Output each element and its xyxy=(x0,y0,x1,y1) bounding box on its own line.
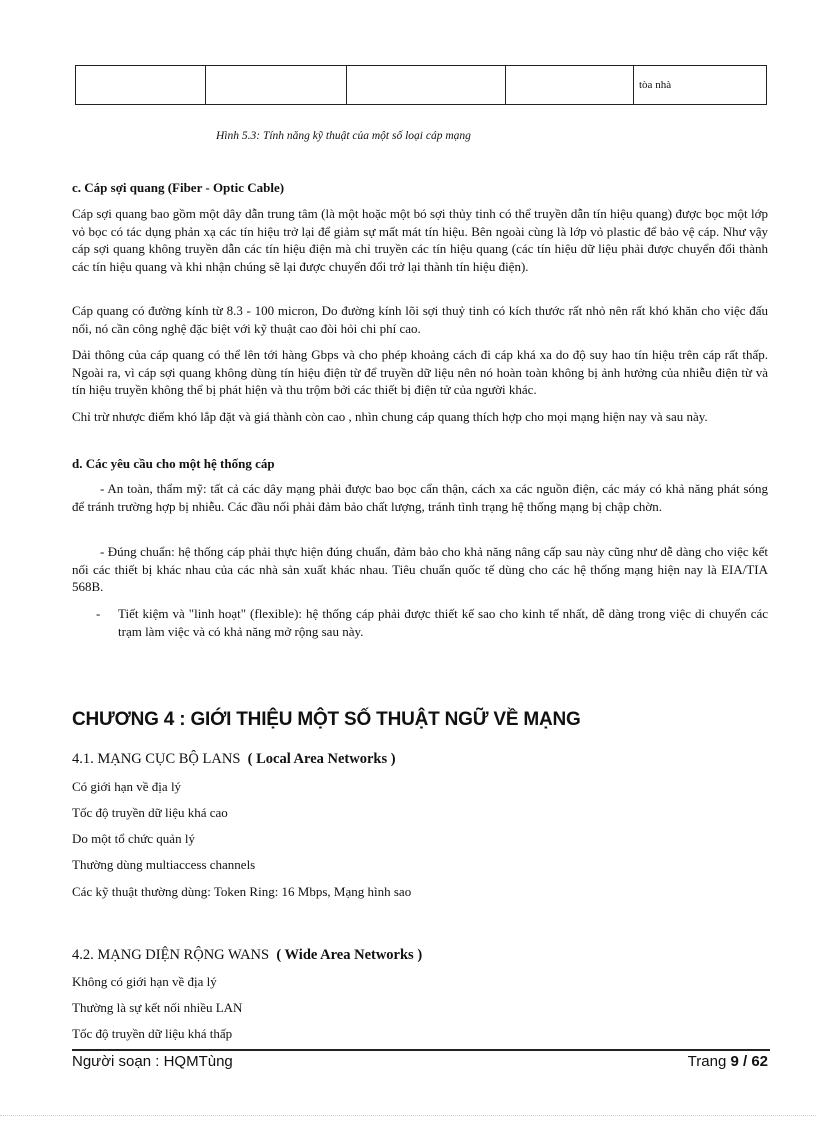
page-bottom-border xyxy=(0,1115,816,1116)
wan-heading-en: ( Wide Area Networks ) xyxy=(276,947,423,963)
wan-heading xyxy=(72,947,422,964)
fiber-heading: c. Cáp sợi quang (Fiber - Optic Cable) xyxy=(72,180,285,195)
requirements-paragraph-2: - Đúng chuẩn: hệ thống cáp phải thực hiện đúng chuẩn, đảm bảo cho khả năng nâng cấp sau này cũng như dễ dàng cho việc kết nối các thiết bị khác nhau của các nhà sản xuất khác nhau. Tiêu chuẩn quốc tế dùng cho các hệ thống mạng hiện nay là EIA/TIA 568B. xyxy=(72,544,768,594)
lan-heading-vn: 4.1. MẠNG CỤC BỘ LANS xyxy=(72,751,241,767)
table-cell: tòa nhà xyxy=(634,66,767,105)
fiber-paragraph-1: Cáp sợi quang bao gồm một dây dẫn trung tâm (là một hoặc một bó sợi thủy tinh có thể truyền dẫn tín hiệu quang) được bọc một lớp vỏ bọc có tác dụng phản xạ các tín hiệu trở lại để giảm sự mất mát tín hiệu. Bên ngoài cùng là lớp vỏ plastic để bảo vệ cáp. Như vậy cáp sợi quang không truyền dẫn các tín hiệu điện mà chỉ truyền các tín hiệu quang (các tín hiệu dữ liệu phải được chuyển đổi thành các tín hiệu quang và khi nhận chúng sẽ lại được chuyển đổi trở lại thành tín hiệu điện). xyxy=(72,206,768,274)
list-item: Không có giới hạn về địa lý xyxy=(72,974,217,989)
lan-heading-en: ( Local Area Networks ) xyxy=(247,751,396,767)
list-item: Có giới hạn về địa lý xyxy=(72,779,182,794)
wan-heading-vn: 4.2. MẠNG DIỆN RỘNG WANS xyxy=(72,947,270,963)
table-cell xyxy=(206,66,347,105)
list-item: Thường là sự kết nối nhiều LAN xyxy=(72,1000,243,1015)
list-item: Tốc độ truyền dữ liệu khá thấp xyxy=(72,1026,233,1041)
footer-divider xyxy=(72,1049,770,1051)
spec-table-fragment xyxy=(75,65,767,105)
table-cell xyxy=(347,66,506,105)
table-row xyxy=(76,66,767,105)
requirements-heading: d. Các yêu cầu cho một hệ thống cáp xyxy=(72,456,275,471)
table-cell xyxy=(76,66,206,105)
bullet-dash: - xyxy=(96,606,101,621)
requirements-paragraph-1: - An toàn, thẩm mỹ: tất cả các dây mạng phải được bao bọc cẩn thận, cách xa các nguồn điện, các máy có khả năng phát sóng để tránh trường hợp bị nhiễu. Các đầu nối phải đảm bảo chất lượng, tránh tình trạng hệ thống mạng bị chập chờn. xyxy=(72,481,768,514)
lan-heading xyxy=(72,751,396,768)
chapter-title: CHƯƠNG 4 : GIỚI THIỆU MỘT SỐ THUẬT NGỮ VỀ MẠNG xyxy=(72,709,581,730)
table-cell xyxy=(506,66,634,105)
bullet-text: Tiết kiệm và "linh hoạt" (flexible): hệ thống cáp phải được thiết kế sao cho kinh tế nhất, dễ dàng trong việc di chuyển các trạm làm việc và có khả năng mở rộng sau này. xyxy=(118,606,768,639)
list-item: Do một tổ chức quản lý xyxy=(72,831,195,846)
page-count: 9 / 62 xyxy=(730,1053,768,1070)
list-item: Các kỹ thuật thường dùng: Token Ring: 16 Mbps, Mạng hình sao xyxy=(72,884,412,899)
footer-author: Người soạn : HQMTùng xyxy=(72,1053,233,1070)
fiber-paragraph-3: Dải thông của cáp quang có thể lên tới hàng Gbps và cho phép khoảng cách đi cáp khá xa do độ suy hao tín hiệu trên cáp rất thấp. Ngoài ra, vì cáp sợi quang không dùng tín hiệu điện từ để truyền dữ liệu nên nó hoàn toàn không bị ảnh hưởng của nhiễu điện từ và tín hiệu truyền không thể bị phát hiện và thu trộm bởi các thiết bị điện tử của người khác. xyxy=(72,347,768,397)
figure-caption: Hình 5.3: Tính năng kỹ thuật của một số loại cáp mạng xyxy=(216,130,471,142)
fiber-paragraph-4: Chỉ trừ nhược điểm khó lắp đặt và giá thành còn cao , nhìn chung cáp quang thích hợp cho mọi mạng hiện nay và sau này. xyxy=(72,409,708,424)
footer-page-number xyxy=(688,1053,768,1070)
list-item: Tốc độ truyền dữ liệu khá cao xyxy=(72,805,228,820)
requirements-bullet xyxy=(72,605,768,640)
fiber-paragraph-2: Cáp quang có đường kính từ 8.3 - 100 micron, Do đường kính lõi sợi thuỷ tinh có kích thước rất nhỏ nên rất khó khăn cho việc đấu nối, nó cần công nghệ đặc biệt với kỹ thuật cao đòi hỏi chi phí cao. xyxy=(72,303,768,336)
page-label: Trang xyxy=(687,1053,727,1070)
list-item: Thường dùng multiaccess channels xyxy=(72,857,256,872)
